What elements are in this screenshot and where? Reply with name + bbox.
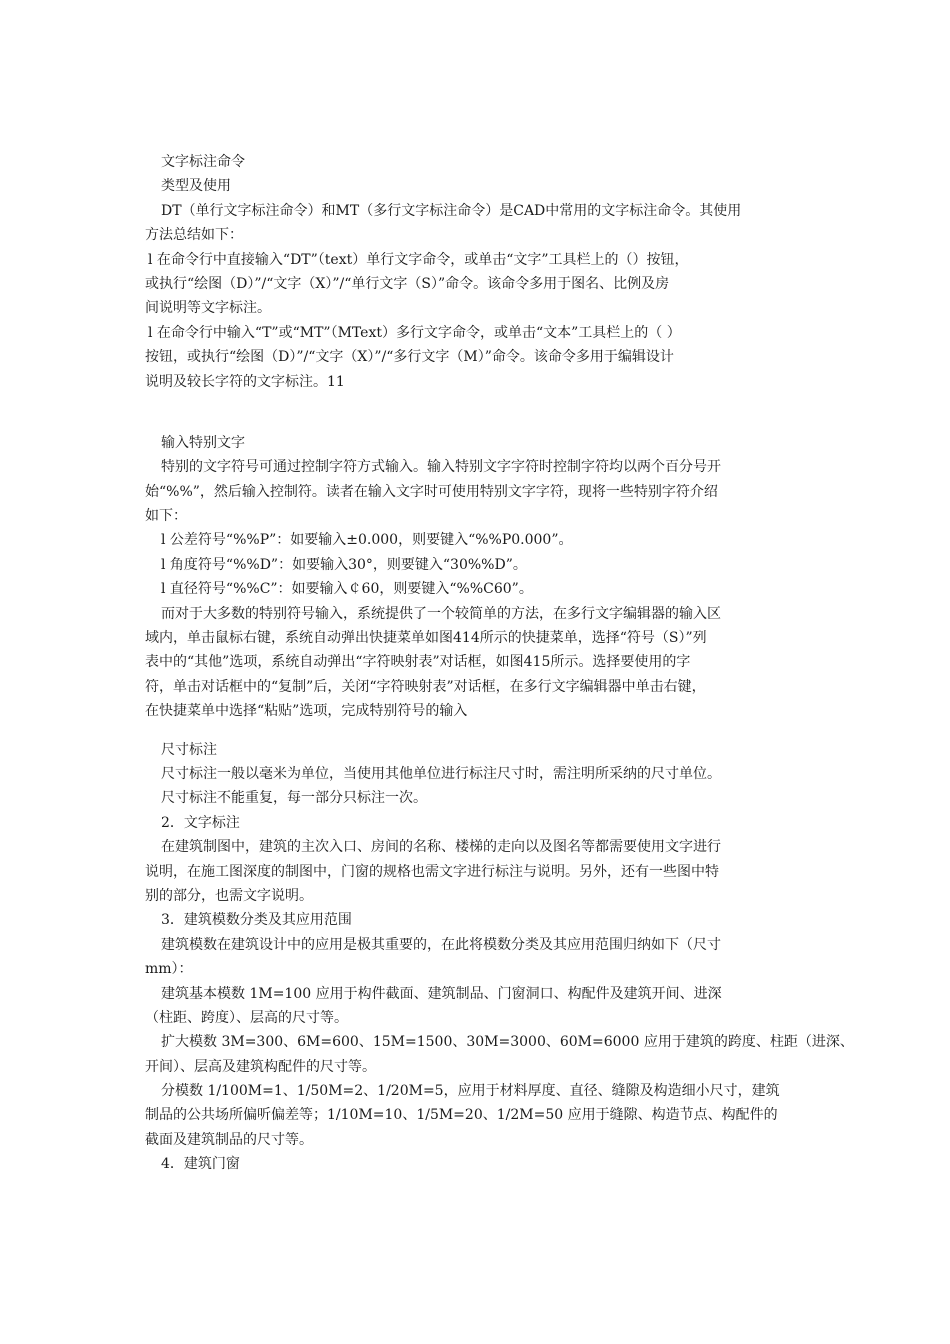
paragraph-line: 建筑模数在建筑设计中的应用是极其重要的，在此将模数分类及其应用范围归纳如下（尺寸	[161, 936, 721, 953]
numbered-heading: 4．建筑门窗	[161, 1156, 240, 1173]
bullet-line: l 在命令行中输入“T”或“MT”（MText）多行文字命令，或单击“文本”工具栏上的（ ）	[148, 324, 681, 341]
paragraph-line: 制品的公共场所偏听偏差等；1/10M=10、1/5M=20、1/2M=50 应用于缝隙、构造节点、构配件的	[145, 1107, 778, 1124]
paragraph-line: 间说明等文字标注。	[145, 300, 271, 317]
bullet-line: l 角度符号“%%D”：如要输入30°，则要键入“30%%D”。	[161, 556, 527, 573]
paragraph-line: DT（单行文字标注命令）和MT（多行文字标注命令）是CAD中常用的文字标注命令。其使用	[161, 202, 742, 219]
paragraph-line: 始“%%”，然后输入控制符。读者在输入文字时可使用特别文字字符，现将一些特别字符介绍	[145, 483, 718, 500]
paragraph-line: 表中的“其他”选项，系统自动弹出“字符映射表”对话框，如图415所示。选择要使用的字	[145, 654, 691, 671]
bullet-line: l 直径符号“%%C”：如要输入￠60，则要键入“%%C60”。	[161, 581, 533, 598]
paragraph-line: 如下：	[145, 508, 187, 525]
heading-dimensions: 尺寸标注	[161, 741, 217, 758]
paragraph-line: 方法总结如下：	[145, 227, 243, 244]
section-dimension-annotation	[145, 738, 854, 1177]
paragraph-line: 特别的文字符号可通过控制字符方式输入。输入特别文字字符时控制字符均以两个百分号开	[161, 459, 721, 476]
paragraph-line: （柱距、跨度）、层高的尺寸等。	[145, 1009, 348, 1026]
paragraph-line: 在快捷菜单中选择“粘贴”选项，完成特别符号的输入	[145, 703, 468, 720]
section-special-text	[145, 431, 813, 724]
paragraph-line: 截面及建筑制品的尺寸等。	[145, 1131, 313, 1148]
heading-text-commands: 文字标注命令	[161, 154, 245, 170]
paragraph-line: 别的部分，也需文字说明。	[145, 887, 313, 904]
numbered-heading: 2．文字标注	[161, 814, 240, 831]
bullet-line: l 在命令行中直接输入“DT”（text）单行文字命令，或单击“文字”工具栏上的（）按钮，	[148, 251, 689, 268]
paragraph-line: 扩大模数 3M=300、6M=600、15M=1500、30M=3000、60M=6000 应用于建筑的跨度、柱距（进深、	[161, 1034, 854, 1051]
paragraph-line: 或执行“绘图（D）”/“文字（X）”/“单行文字（S）”命令。该命令多用于图名、比例及房	[145, 275, 670, 292]
paragraph-line: 域内，单击鼠标右键，系统自动弹出快捷菜单如图414所示的快捷菜单，选择“符号（S）”列	[145, 630, 707, 647]
paragraph-line: 说明及较长字符的文字标注。11	[145, 373, 345, 390]
spacer	[145, 394, 813, 431]
numbered-heading: 3．建筑模数分类及其应用范围	[161, 912, 352, 929]
paragraph-line: 按钮，或执行“绘图（D）”/“文字（X）”/“多行文字（M）”命令。该命令多用于编辑设计	[145, 349, 674, 366]
paragraph-line: 尺寸标注一般以毫米为单位，当使用其他单位进行标注尺寸时，需注明所采纳的尺寸单位。	[161, 765, 721, 782]
subheading-types-usage: 类型及使用	[161, 178, 231, 195]
paragraph-line: 而对于大多数的特别符号输入，系统提供了一个较简单的方法，在多行文字编辑器的输入区	[161, 605, 721, 622]
paragraph-line: 尺寸标注不能重复，每一部分只标注一次。	[161, 790, 427, 807]
document-page	[145, 150, 854, 1177]
paragraph-line: 分模数 1/100M=1、1/50M=2、1/20M=5，应用于材料厚度、直径、缝隙及构造细小尺寸，建筑	[161, 1083, 780, 1100]
paragraph-line: 符，单击对话框中的“复制”后，关闭“字符映射表”对话框，在多行文字编辑器中单击右键，	[145, 678, 706, 695]
paragraph-line: 建筑基本模数 1M=100 应用于构件截面、建筑制品、门窗洞口、构配件及建筑开间、进深	[161, 985, 722, 1002]
paragraph-line: 在建筑制图中，建筑的主次入口、房间的名称、楼梯的走向以及图名等都需要使用文字进行	[161, 839, 721, 856]
heading-special-text: 输入特别文字	[161, 434, 245, 451]
paragraph-line: 开间）、层高及建筑构配件的尺寸等。	[145, 1058, 376, 1075]
spacer	[145, 724, 813, 738]
paragraph-line: mm）：	[145, 961, 193, 978]
paragraph-line: 说明，在施工图深度的制图中，门窗的规格也需文字进行标注与说明。另外，还有一些图中特	[145, 863, 719, 880]
bullet-line: l 公差符号“%%P”：如要输入±0.000，则要键入“%%P0.000”。	[161, 532, 573, 549]
section-text-annotation-commands	[145, 150, 813, 394]
